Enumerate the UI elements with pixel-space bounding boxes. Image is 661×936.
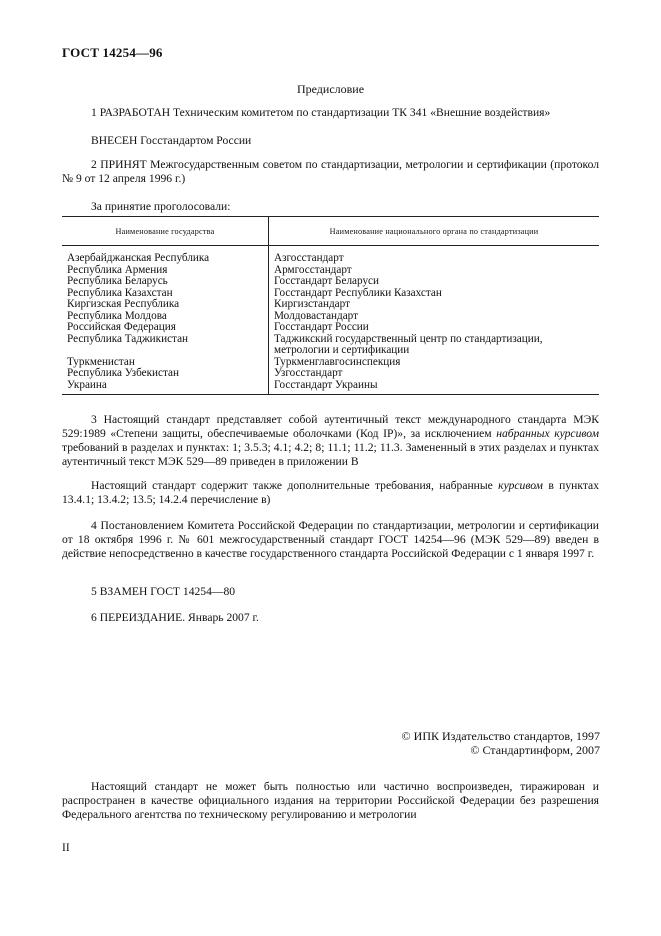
- state-name-cell: Украина: [62, 380, 269, 395]
- section-3-italic: набранных курсивом: [496, 427, 599, 440]
- state-name-cell: Российская Федерация: [62, 322, 269, 334]
- section-3-text-b: требований в разделах и пунктах: 1; 3.5.3; 4.1; 4.2; 8; 11.1; 11.2; 11.3. Замененный в этих разделах и пунктах аутентичный текст МЭК 529—89 приведен в приложении В: [62, 441, 599, 468]
- standards-body-cell: Туркменглавгосинспекция: [274, 355, 401, 368]
- standards-body-cell: Госстандарт Украины: [269, 380, 600, 395]
- state-name-cell: Киргизская Республика: [62, 299, 269, 311]
- section-3-text-a: 3 Настоящий стандарт представляет собой аутентичный текст международного стандарта МЭК 529:1989 «Степени защиты, обеспечиваемые оболочками (Код IP)», за исключением: [62, 413, 599, 440]
- section-3x-text-a: Настоящий стандарт содержит также дополнительные требования, набранные: [91, 479, 499, 492]
- state-name-cell: Республика Казахстан: [62, 288, 269, 300]
- section-3-additional: [62, 479, 599, 507]
- reproduction-notice: Настоящий стандарт не может быть полностью или частично воспроизведен, тиражирован и распространен в качестве официального издания на территории Российской Федерации без разрешения Федерального агентства по техническому регулированию и метрологии: [62, 780, 599, 821]
- page-number: II: [62, 842, 70, 854]
- section-6-reissue: 6 ПЕРЕИЗДАНИЕ. Январь 2007 г.: [91, 611, 259, 624]
- state-name-cell: Республика Армения: [62, 265, 269, 277]
- standards-body-cell: Таджикский государственный центр по стандартизации, метрологии и сертификации: [274, 332, 543, 356]
- table-row: [62, 368, 599, 380]
- standards-body-cell: Молдовастандарт: [274, 309, 359, 322]
- state-name-cell: Республика Узбекистан: [62, 368, 269, 380]
- table-row: [62, 334, 599, 357]
- page-title: Предисловие: [296, 82, 365, 96]
- section-3-authentic-text: [62, 413, 599, 469]
- table-row: [62, 380, 599, 395]
- table-header-state: Наименование государства: [62, 217, 269, 246]
- voting-table: [62, 216, 599, 395]
- state-name-cell: Азербайджанская Республика: [62, 246, 269, 265]
- state-name-cell: Туркменистан: [62, 357, 269, 369]
- copyright-line-1: © ИПК Издательство стандартов, 1997: [401, 729, 600, 743]
- standards-body-cell: Узгосстандарт: [274, 367, 343, 379]
- standards-body-cell: Армгосстандарт: [274, 263, 352, 276]
- table-row: [62, 276, 599, 288]
- table-row: [62, 246, 599, 265]
- section-introduced: ВНЕСЕН Госстандартом России: [91, 134, 252, 147]
- section-3x-italic: курсивом: [498, 479, 543, 492]
- section-1-developed: 1 РАЗРАБОТАН Техническим комитетом по стандартизации ТК 341 «Внешние воздействия»: [91, 106, 551, 119]
- section-2-adopted: 2 ПРИНЯТ Межгосударственным советом по стандартизации, метрологии и сертификации (протокол № 9 от 12 апреля 1996 г.): [62, 158, 599, 185]
- section-5-replaces: 5 ВЗАМЕН ГОСТ 14254—80: [91, 585, 236, 598]
- voted-label: За принятие проголосовали:: [91, 200, 231, 213]
- section-4-decree: 4 Постановлением Комитета Российской Федерации по стандартизации, метрологии и сертификации от 18 октября 1996 г. № 601 межгосударственный стандарт ГОСТ 14254—96 (МЭК 529—89) введен в действие непосредственно в качестве государственного стандарта Российской Федерации с 1 января 1997 г.: [62, 519, 599, 560]
- copyright-block: [402, 729, 600, 757]
- state-name-cell: Республика Таджикистан: [62, 334, 269, 357]
- document-code: ГОСТ 14254—96: [62, 45, 163, 60]
- standards-body-cell: Азгосстандарт: [274, 252, 344, 264]
- copyright-line-2: © Стандартинформ, 2007: [470, 743, 600, 757]
- table-body: [62, 246, 599, 395]
- table-row: [62, 299, 599, 311]
- table-row: [62, 322, 599, 334]
- standards-body-cell: Госстандарт России: [274, 321, 369, 333]
- section-3x-text-b: в пунктах 13.4.1; 13.4.2; 13.5; 14.2.4 перечисление в): [62, 479, 599, 506]
- state-name-cell: Республика Молдова: [62, 311, 269, 323]
- standards-body-cell: Киргизстандарт: [274, 298, 350, 310]
- state-name-cell: Республика Беларусь: [62, 276, 269, 288]
- table-header-body: Наименование национального органа по стандартизации: [269, 217, 600, 246]
- table-header-row: [62, 217, 599, 246]
- standards-body-cell: Госстандарт Республики Казахстан: [274, 286, 442, 299]
- standards-body-cell: Госстандарт Беларуси: [274, 275, 379, 287]
